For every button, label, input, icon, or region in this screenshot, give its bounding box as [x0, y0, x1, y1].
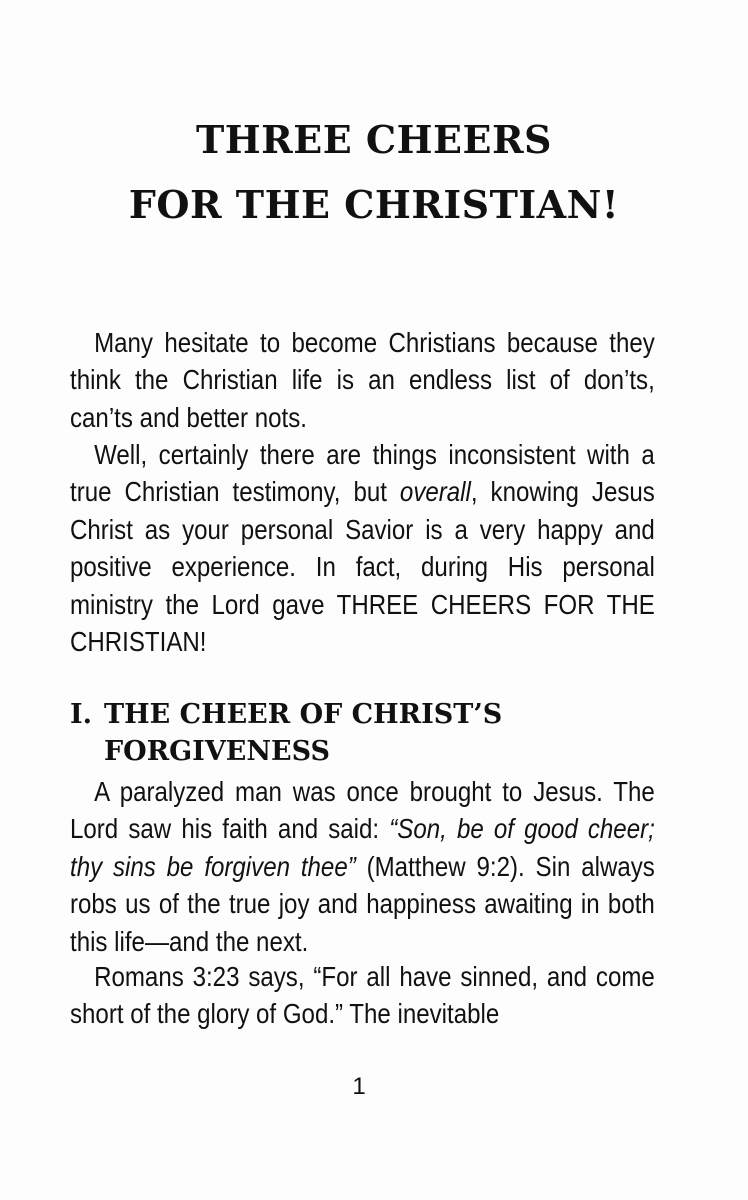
paragraph-2-part-2: , knowing Jesus Christ as your personal Savior is a very happy and positive experience. In fact, during His personal ministry the Lord gave THREE CHEERS FOR THE CHRISTIAN! [70, 476, 655, 658]
page-title-line-2: FOR THE CHRISTIAN! [128, 182, 620, 227]
paragraph-2-part-1: Well, certainly there are things inconsistent with a true Christian testimony, but [70, 439, 655, 508]
paragraph-2-text [70, 436, 655, 660]
paragraph-3-part-1: A paralyzed man was once brought to Jesus. The Lord saw his faith and said: [70, 776, 655, 845]
page-title-line-1: THREE CHEERS [195, 117, 552, 162]
paragraph-2 [70, 436, 655, 660]
paragraph-3-text [70, 773, 655, 960]
page-number: 1 [352, 1073, 366, 1100]
paragraph-2-italic: overall [399, 476, 471, 508]
section-heading-text-1: THE CHEER OF CHRIST’S [104, 699, 503, 730]
paragraph-3 [70, 773, 655, 960]
paragraph-4-text: Romans 3:23 says, “For all have sinned, and come short of the glory of God.” The inevitable [70, 961, 655, 1030]
section-number: I. [70, 699, 93, 730]
paragraph-3-quote: “Son, be of good cheer; thy sins be forgiven thee” [70, 813, 655, 882]
paragraph-intro [70, 324, 655, 436]
paragraph-4 [70, 958, 655, 1033]
paragraph-1-text: Many hesitate to become Christians because they think the Christian life is an endless list of don’ts, can’ts and better nots. [70, 327, 655, 433]
section-heading-line-2: FORGIVENESS [104, 736, 331, 767]
section-heading-line-1 [70, 697, 670, 733]
paragraph-3-part-2: (Matthew 9:2). Sin always robs us of the true joy and happiness awaiting in both this life—and the next. [70, 850, 655, 957]
